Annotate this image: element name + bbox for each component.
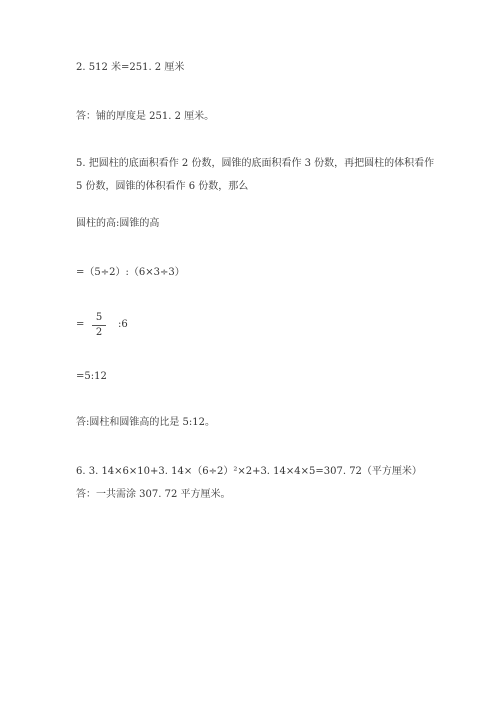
fraction-numerator: 5 (95, 312, 103, 323)
ratio-step-1: =（5÷2）:（6×3÷3） (76, 267, 185, 278)
fraction-denominator: 2 (95, 327, 103, 338)
answer-line-1: 答：铺的厚度是 251. 2 厘米。 (76, 111, 215, 122)
ratio-step-2-prefix: = (76, 319, 85, 330)
problem-5-line-1: 5. 把圆柱的底面积看作 2 份数，圆锥的底面积看作 3 份数，再把圆柱的体积看作 (76, 158, 435, 169)
fraction-bar (92, 325, 106, 326)
fraction (92, 312, 106, 339)
ratio-heading: 圆柱的高:圆锥的高 (76, 218, 160, 229)
answer-line-2: 答:圆柱和圆锥高的比是 5:12。 (76, 417, 216, 428)
ratio-step-3: =5:12 (76, 371, 107, 382)
problem-6-line: 6. 3. 14×6×10+3. 14×（6÷2）²×2+3. 14×4×5=307. 72（平方厘米） (76, 466, 422, 477)
problem-5-line-2: 5 份数，圆锥的体积看作 6 份数，那么 (76, 181, 249, 192)
answer-line-3: 答：一共需涂 307. 72 平方厘米。 (76, 489, 231, 500)
ratio-step-2-suffix: :6 (118, 319, 128, 330)
solution-line-1: 2. 512 米=251. 2 厘米 (76, 62, 185, 73)
